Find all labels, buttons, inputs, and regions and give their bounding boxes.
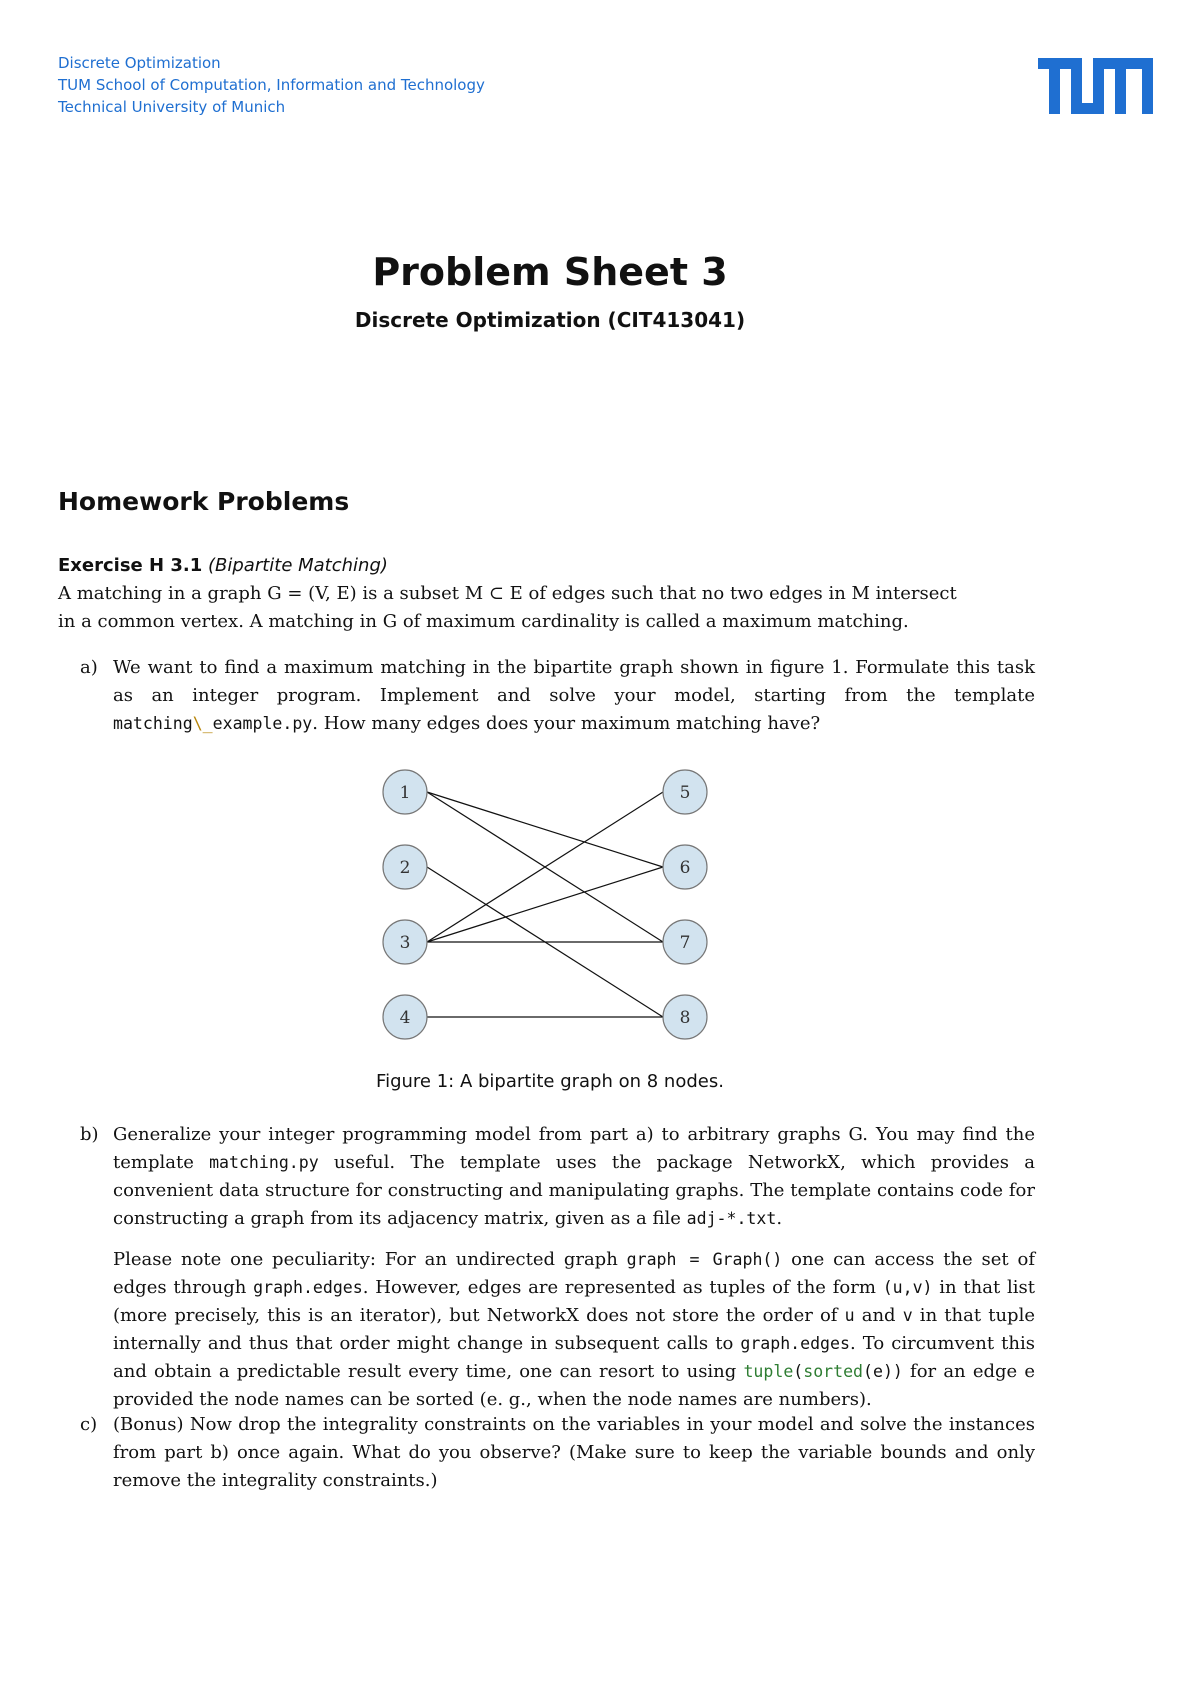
code-keyword-sorted: sorted bbox=[803, 1362, 864, 1381]
note-text-7: . To circumvent this and obtain a predictable result every time, one can resort to using bbox=[113, 1333, 1035, 1382]
code-tuple-sorted bbox=[743, 1362, 902, 1381]
exercise-name: (Bipartite Matching) bbox=[207, 555, 388, 576]
node-label-5: 5 bbox=[679, 783, 691, 803]
code-keyword-tuple: tuple bbox=[743, 1362, 794, 1381]
part-a-label: a) bbox=[80, 657, 98, 678]
node-label-3: 3 bbox=[399, 933, 411, 953]
file-separator: \_ bbox=[192, 714, 213, 733]
course-name: Discrete Optimization bbox=[58, 54, 221, 72]
code-graph-edges-2: graph.edges bbox=[740, 1334, 850, 1353]
file-name-matching-example bbox=[113, 714, 312, 733]
part-b-text-1: Generalize your integer programming model from part a) to arbitrary graphs G. You may find the template bbox=[113, 1124, 1035, 1173]
page-subtitle: Discrete Optimization (CIT413041) bbox=[354, 308, 746, 332]
exercise-intro bbox=[58, 580, 1033, 636]
exercise-heading bbox=[58, 555, 388, 576]
node-label-8: 8 bbox=[679, 1008, 691, 1028]
note-text-2: one can access the set of edges through bbox=[113, 1249, 1035, 1298]
part-b-text-3: . bbox=[776, 1208, 783, 1229]
code-v: v bbox=[902, 1306, 913, 1325]
part-b-paragraph-1 bbox=[113, 1121, 1035, 1233]
part-c-text: (Bonus) Now drop the integrality constraints on the variables in your model and solve the instances from part b) once again. What do you observe? (Make sure to keep the variable bounds and only remove the integrality constraints.) bbox=[113, 1414, 1035, 1491]
note-text-3: . However, edges are represented as tuples of the form bbox=[362, 1277, 883, 1298]
note-text-4: in that list (more precisely, this is an iterator), but NetworkX does not store the order of bbox=[113, 1277, 1035, 1326]
code-paren-2: (e)) bbox=[863, 1362, 903, 1381]
page-title: Problem Sheet 3 bbox=[372, 250, 728, 294]
note-text-8: for an edge e provided the node names can be sorted (e. g., when the node names are numbers). bbox=[113, 1361, 1035, 1410]
figure-caption bbox=[0, 1071, 1100, 1092]
code-u: u bbox=[844, 1306, 855, 1325]
node-label-2: 2 bbox=[399, 858, 411, 878]
part-a-text-pre: We want to find a maximum matching in the bipartite graph shown in figure 1. Formulate this task as an integer program. Implement and solve your model, starting from the template bbox=[113, 657, 1035, 706]
section-heading: Homework Problems bbox=[58, 487, 350, 516]
file-part-1: matching bbox=[113, 714, 193, 733]
intro-line-2: in a common vertex. A matching in G of maximum cardinality is called a maximum matching. bbox=[58, 611, 909, 632]
node-label-1: 1 bbox=[399, 783, 411, 803]
node-label-7: 7 bbox=[679, 933, 691, 953]
part-b bbox=[80, 1121, 1035, 1233]
code-graph-edges: graph.edges bbox=[253, 1278, 363, 1297]
part-a-text bbox=[113, 654, 1035, 738]
part-b-note bbox=[80, 1246, 1035, 1414]
part-a bbox=[80, 654, 1035, 738]
bipartite-graph-figure bbox=[380, 762, 720, 1052]
institution-header bbox=[58, 52, 485, 118]
node-label-6: 6 bbox=[679, 858, 691, 878]
note-text-1: Please note one peculiarity: For an undirected graph bbox=[113, 1249, 627, 1270]
edge-1-6 bbox=[427, 792, 663, 867]
note-text-5: and bbox=[854, 1305, 903, 1326]
code-tuple-uv: (u,v) bbox=[882, 1278, 933, 1297]
university-name: Technical University of Munich bbox=[58, 98, 286, 116]
exercise-label: Exercise H 3.1 bbox=[58, 555, 203, 576]
part-b-label: b) bbox=[80, 1124, 99, 1145]
part-c bbox=[80, 1411, 1035, 1495]
note-text-6: in that tuple internally and thus that order might change in subsequent calls to bbox=[113, 1305, 1035, 1354]
file-part-2: example.py bbox=[212, 714, 313, 733]
part-c-label: c) bbox=[80, 1414, 98, 1435]
code-graph-constructor: graph = Graph() bbox=[626, 1250, 783, 1269]
part-b-paragraph-2 bbox=[113, 1246, 1035, 1414]
caption-text: A bipartite graph on 8 nodes. bbox=[454, 1071, 724, 1092]
school-name: TUM School of Computation, Information and Technology bbox=[58, 76, 485, 94]
edge-3-6 bbox=[427, 867, 663, 942]
part-b-text-2: useful. The template uses the package NetworkX, which provides a convenient data structure for constructing and manipulating graphs. The template contains code for constructing a graph from its adjacency matrix, given as a file bbox=[113, 1152, 1035, 1229]
part-a-text-post: . How many edges does your maximum matching have? bbox=[312, 713, 821, 734]
code-paren-1: ( bbox=[793, 1362, 804, 1381]
file-name-matching: matching.py bbox=[209, 1153, 319, 1172]
caption-label: Figure 1: bbox=[376, 1071, 455, 1092]
file-name-adjacency: adj-*.txt bbox=[686, 1209, 777, 1228]
intro-line-1: A matching in a graph G = (V, E) is a subset M ⊂ E of edges such that no two edges in M intersect bbox=[58, 583, 957, 604]
tum-logo bbox=[1038, 58, 1154, 114]
node-label-4: 4 bbox=[399, 1008, 411, 1028]
